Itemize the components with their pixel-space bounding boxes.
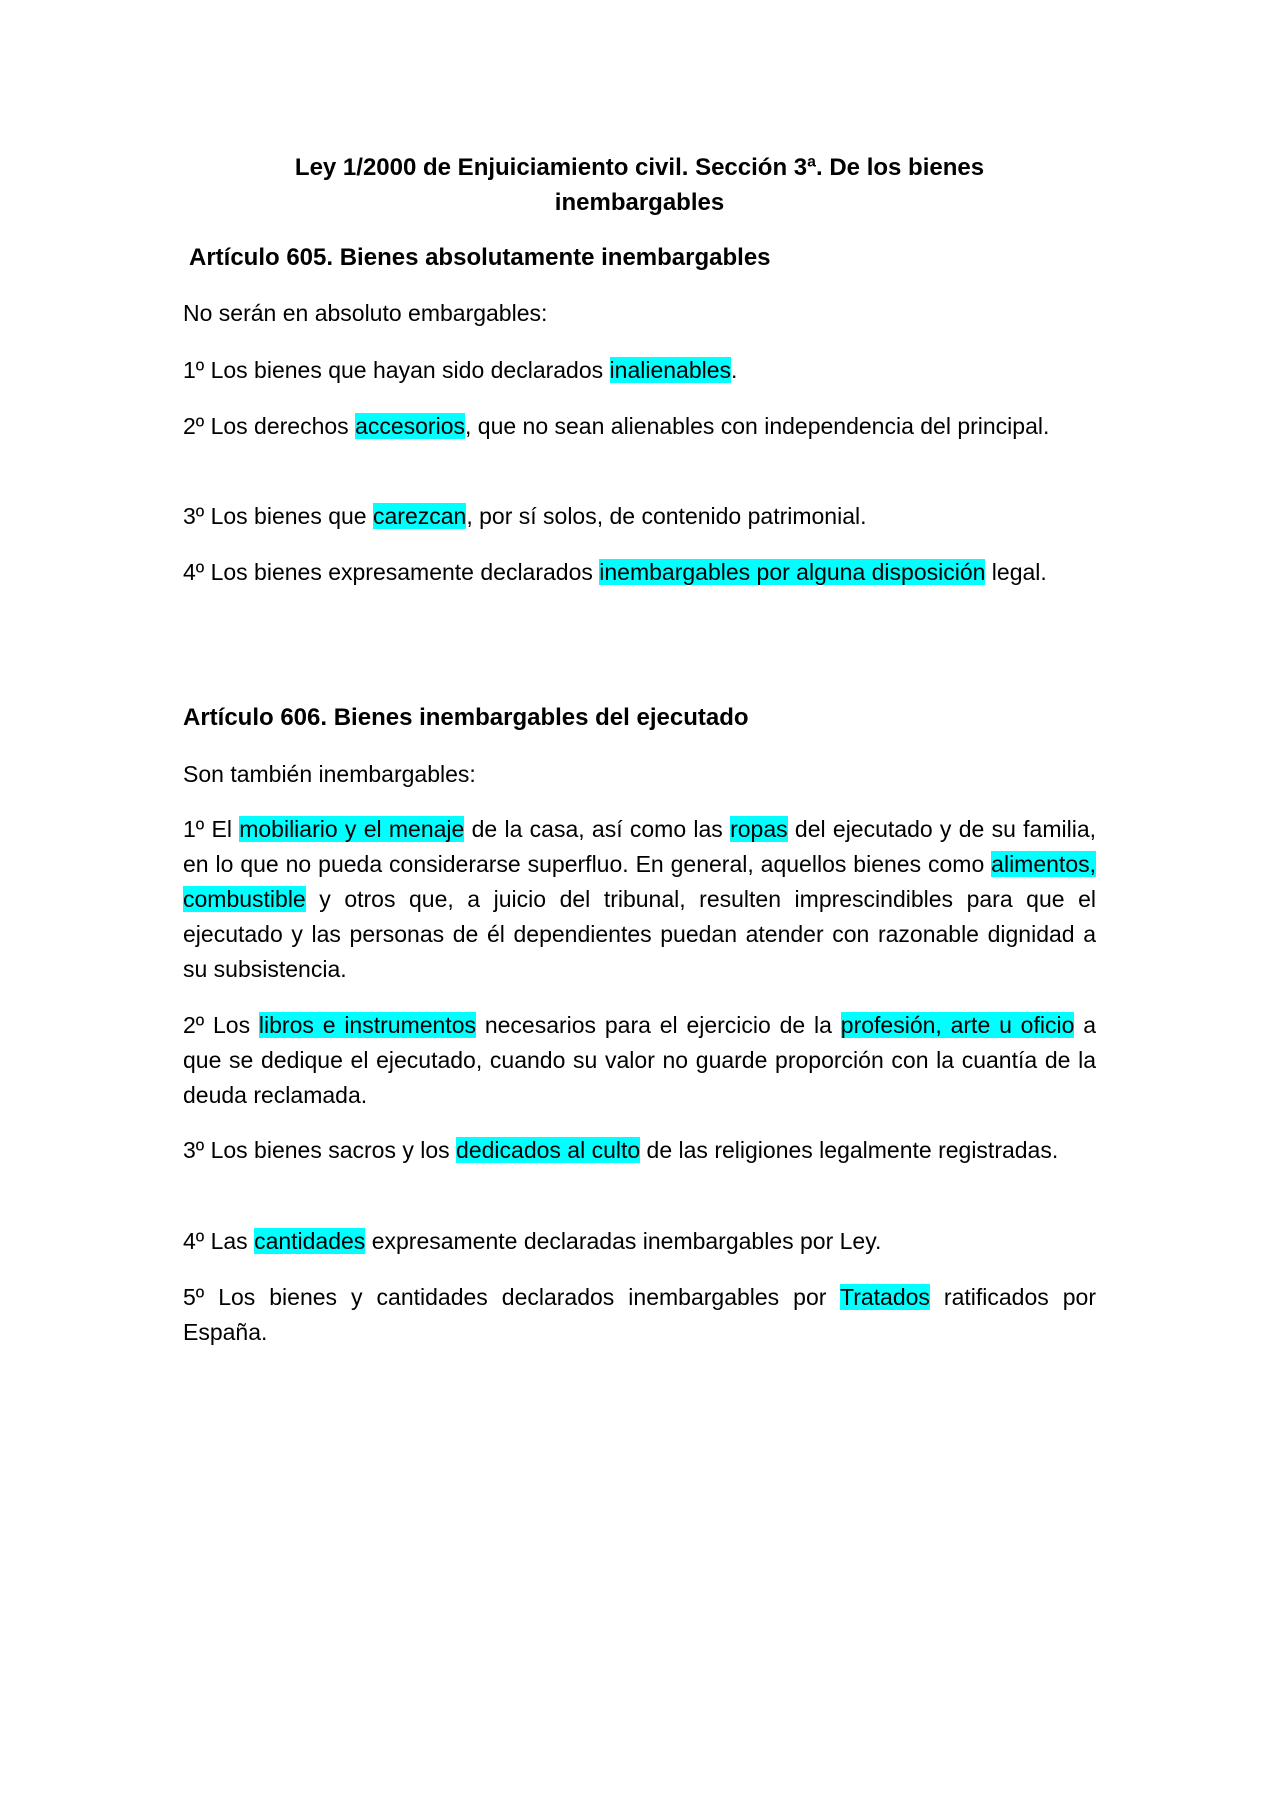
highlight: inembargables por alguna disposición <box>599 559 986 585</box>
item-text: 2º Los derechos <box>183 413 356 439</box>
item-text: 5º Los bienes y cantidades declarados inembargables por <box>183 1284 840 1310</box>
item-text: 2º Los <box>183 1012 259 1038</box>
article-605-heading: Artículo 605. Bienes absolutamente inembargables <box>189 244 771 271</box>
article-606-intro: Son también inembargables: <box>183 761 476 787</box>
item-text: 3º Los bienes que <box>183 503 373 529</box>
highlight: profesión, arte u oficio <box>840 1012 1075 1038</box>
item-text: legal. <box>985 559 1047 585</box>
article-605-item-4 <box>183 555 1096 590</box>
article-606-item-5 <box>183 1280 1096 1350</box>
highlight: carezcan <box>373 503 467 529</box>
item-text: 3º Los bienes sacros y los <box>183 1137 457 1163</box>
article-605-item-2 <box>183 409 1096 444</box>
item-text: ratificados por España. <box>183 1284 1096 1345</box>
article-606-item-4 <box>183 1224 1096 1259</box>
article-606-heading: Artículo 606. Bienes inembargables del ejecutado <box>183 704 749 731</box>
item-text: necesarios para el ejercicio de la <box>476 1012 841 1038</box>
article-606-item-2 <box>183 1008 1096 1113</box>
item-text: de la casa, así como las <box>464 816 731 842</box>
highlight: dedicados al culto <box>456 1137 641 1163</box>
item-text: , que no sean alienables con independencia del principal. <box>465 413 1050 439</box>
highlight: libros e instrumentos <box>258 1012 476 1038</box>
item-text: expresamente declaradas inembargables por Ley. <box>365 1228 882 1254</box>
document-title <box>183 150 1096 220</box>
highlight: alimentos, combustible <box>183 851 1096 912</box>
highlight: inalienables <box>609 357 732 383</box>
item-text: 4º Los bienes expresamente declarados <box>183 559 600 585</box>
highlight: mobiliario y el menaje <box>239 816 465 842</box>
highlight: accesorios <box>355 413 465 439</box>
item-text: 4º Las <box>183 1228 255 1254</box>
item-text: a que se dedique el ejecutado, cuando su valor no guarde proporción con la cuantía de la deuda reclamada. <box>183 1012 1097 1108</box>
item-text: 1º Los bienes que hayan sido declarados <box>183 357 610 383</box>
item-text: de las religiones legalmente registradas. <box>640 1137 1059 1163</box>
item-text: 1º El <box>183 816 240 842</box>
article-606-item-3 <box>183 1133 1096 1168</box>
title-line-2: inembargables <box>554 189 725 216</box>
item-text: del ejecutado y de su familia, en lo que no pueda considerarse superfluo. En general, aquellos bienes como <box>183 816 1096 877</box>
highlight: Tratados <box>840 1284 930 1310</box>
article-605-item-3 <box>183 499 1096 534</box>
article-605-item-1 <box>183 353 1096 388</box>
highlight: ropas <box>730 816 788 842</box>
title-line-1: Ley 1/2000 de Enjuiciamiento civil. Sección 3ª. De los bienes <box>294 154 985 181</box>
item-text: , por sí solos, de contenido patrimonial. <box>466 503 867 529</box>
article-606-item-1 <box>183 812 1096 987</box>
item-text: . <box>731 357 738 383</box>
article-605-intro: No serán en absoluto embargables: <box>183 300 548 326</box>
item-text: y otros que, a juicio del tribunal, resulten imprescindibles para que el ejecutado y las personas de él dependientes puedan atender con razonable dignidad a su subsistencia. <box>183 886 1096 982</box>
highlight: cantidades <box>254 1228 366 1254</box>
